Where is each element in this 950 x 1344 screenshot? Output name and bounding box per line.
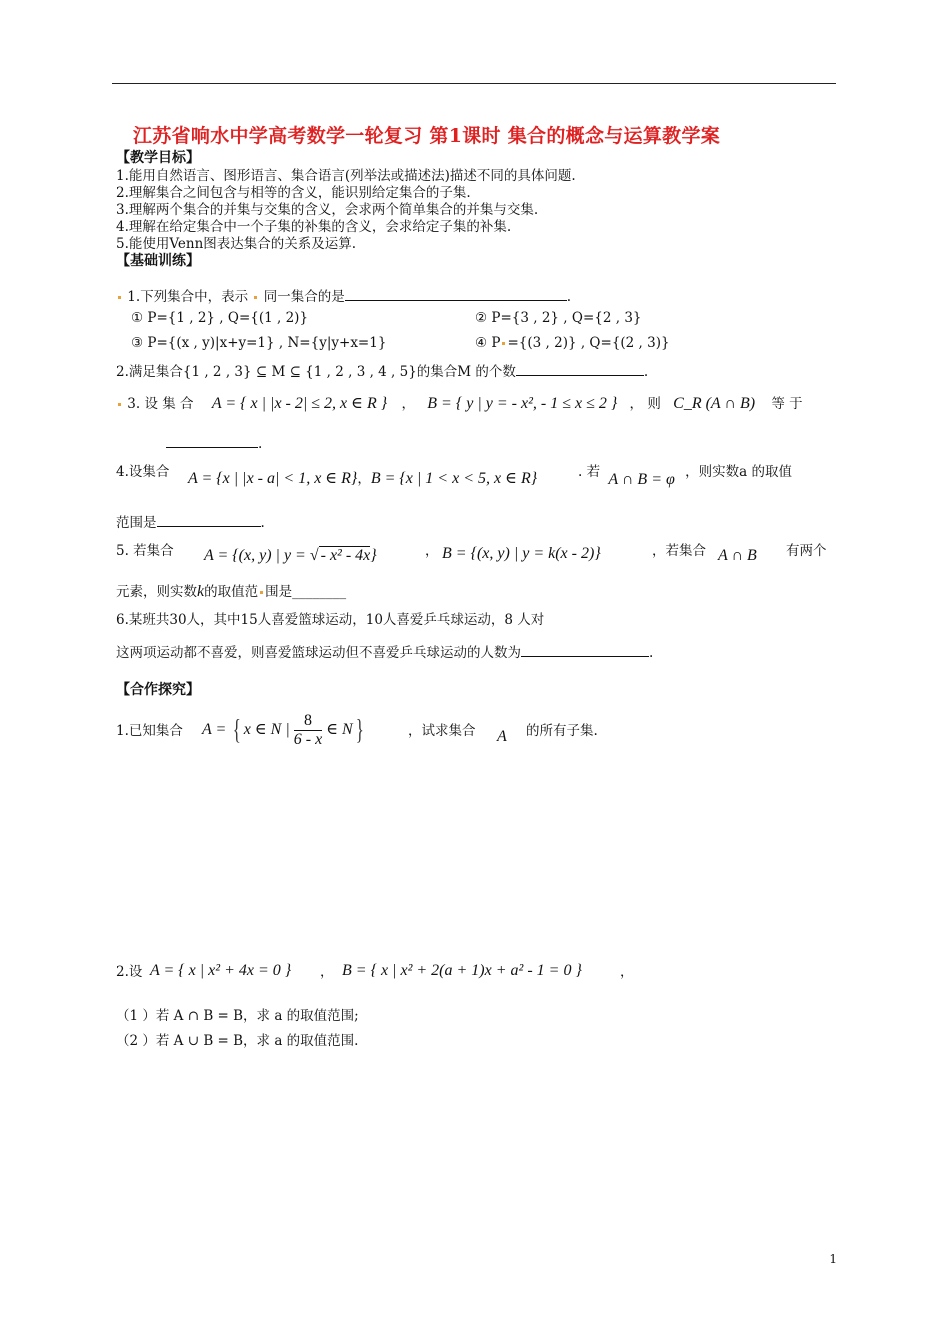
answer-blank[interactable] xyxy=(345,300,567,301)
q5-ruo: ，若集合 xyxy=(652,543,706,559)
coop-question-1: 1.已知集合 xyxy=(116,723,183,739)
c2-sub-2: （2 ）若 A ∪ B = B，求 a 的取值范围. xyxy=(116,1033,359,1049)
objective-4: 4.理解在给定集合中一个子集的补集的含义，会求给定子集的补集. xyxy=(116,219,512,235)
objective-3: 3.理解两个集合的并集与交集的含义，会求两个简单集合的并集与交集. xyxy=(116,202,539,218)
c2-set-a: A = { x | x² + 4x = 0 } xyxy=(150,962,292,979)
q5-tail: 有两个 xyxy=(786,543,827,559)
q5-sep: ， xyxy=(425,543,439,559)
q1-option-1: ① P={1 , 2} , Q={(1 , 2)} xyxy=(131,310,309,326)
answer-blank[interactable] xyxy=(521,656,649,657)
q1-option-2: ② P={3 , 2} , Q={2 , 3} xyxy=(475,310,642,326)
question-1: 1.下列集合中，表示 同一集合的是 . xyxy=(116,285,571,305)
answer-blank[interactable] xyxy=(157,526,261,527)
q1-option-4: ④ P ={(3 , 2)} , Q={(2 , 3)} xyxy=(475,335,670,351)
q4-line-2: 范围是 . xyxy=(116,515,265,531)
section-basic: 【基础训练】 xyxy=(116,253,200,269)
answer-blank[interactable] xyxy=(516,375,644,376)
q1-option-3: ③ P={(x , y)|x+y=1} , N={y|y+x=1} xyxy=(131,335,387,351)
q5-line-2: 元素，则实数k的取值范 围是________ xyxy=(116,583,347,600)
question-3: 3. 设 集 合 A = { x | |x - 2| ≤ 2, x ∈ R } ， B = { y | y = - x², - 1 ≤ x ≤ 2 } ， 则 C_R (A ∩ B) 等 于 xyxy=(116,392,803,413)
margin-mark xyxy=(118,296,121,299)
q5-set-b: B = {(x, y) | y = k(x - 2)} xyxy=(442,545,601,562)
q5-set-a: A = {(x, y) | y = √ - x² - 4x} xyxy=(204,547,377,564)
objective-1: 1.能用自然语言、图形语言、集合语言(列举法或描述法)描述不同的具体问题. xyxy=(116,168,576,184)
question-5: 5. 若集合 xyxy=(116,543,174,559)
page-number: 1 xyxy=(829,1252,837,1266)
objective-2: 2.理解集合之间包含与相等的含义，能识别给定集合的子集. xyxy=(116,185,471,201)
section-objectives: 【教学目标】 xyxy=(116,150,200,166)
section-coop: 【合作探究】 xyxy=(116,682,200,698)
c2-set-b: B = { x | x² + 2(a + 1)x + a² - 1 = 0 } xyxy=(342,962,582,979)
q3-answer: . xyxy=(166,436,262,452)
objective-5: 5.能使用Venn图表达集合的关系及运算. xyxy=(116,236,357,252)
margin-mark xyxy=(254,296,257,299)
q5-condition: A ∩ B xyxy=(718,547,757,564)
c2-sep: ， xyxy=(320,964,334,980)
answer-blank[interactable] xyxy=(166,447,258,448)
margin-mark xyxy=(502,342,505,345)
q4-formula: A = {x | |x - a| < 1, x ∈ R}，B = {x | 1 < x < 5, x ∈ R} xyxy=(188,470,538,487)
c2-tail: ， xyxy=(620,964,634,980)
margin-mark xyxy=(260,591,263,594)
c1-formula: A = { x ∈ N | $\frac{8}{6 - x}$ ∈ N} xyxy=(202,712,364,748)
c1-mid: ，试求集合 xyxy=(408,723,476,739)
complement-expr: C_R (A ∩ B) xyxy=(673,395,756,412)
coop-question-2: 2.设 xyxy=(116,964,143,980)
c1-a: A xyxy=(497,728,507,745)
question-4: 4.设集合 xyxy=(116,464,170,480)
question-6-line-1: 6.某班共30人，其中15人喜爱篮球运动，10人喜爱乒乓球运动，8 人对 xyxy=(116,612,545,628)
header-rule xyxy=(112,83,836,84)
page-title: 江苏省响水中学高考数学一轮复习 第1课时 集合的概念与运算教学案 xyxy=(133,125,721,147)
set-b-formula: B = { y | y = - x², - 1 ≤ x ≤ 2 } xyxy=(427,395,618,412)
question-6-line-2: 这两项运动都不喜爱，则喜爱篮球运动但不喜爱乒乓球运动的人数为 . xyxy=(116,645,654,661)
margin-mark xyxy=(118,403,121,406)
c1-tail: 的所有子集. xyxy=(526,723,598,739)
question-2: 2.满足集合{1 , 2 , 3} ⊆ M ⊆ {1 , 2 , 3 , 4 , 5}的集合M 的个数 . xyxy=(116,364,649,380)
set-a-formula: A = { x | |x - 2| ≤ 2, x ∈ R } xyxy=(211,395,388,412)
c2-sub-1: （1 ）若 A ∩ B = B，求 a 的取值范围; xyxy=(116,1008,359,1024)
q4-condition: . 若 A ∩ B = φ ，则实数a 的取值 xyxy=(578,464,792,488)
